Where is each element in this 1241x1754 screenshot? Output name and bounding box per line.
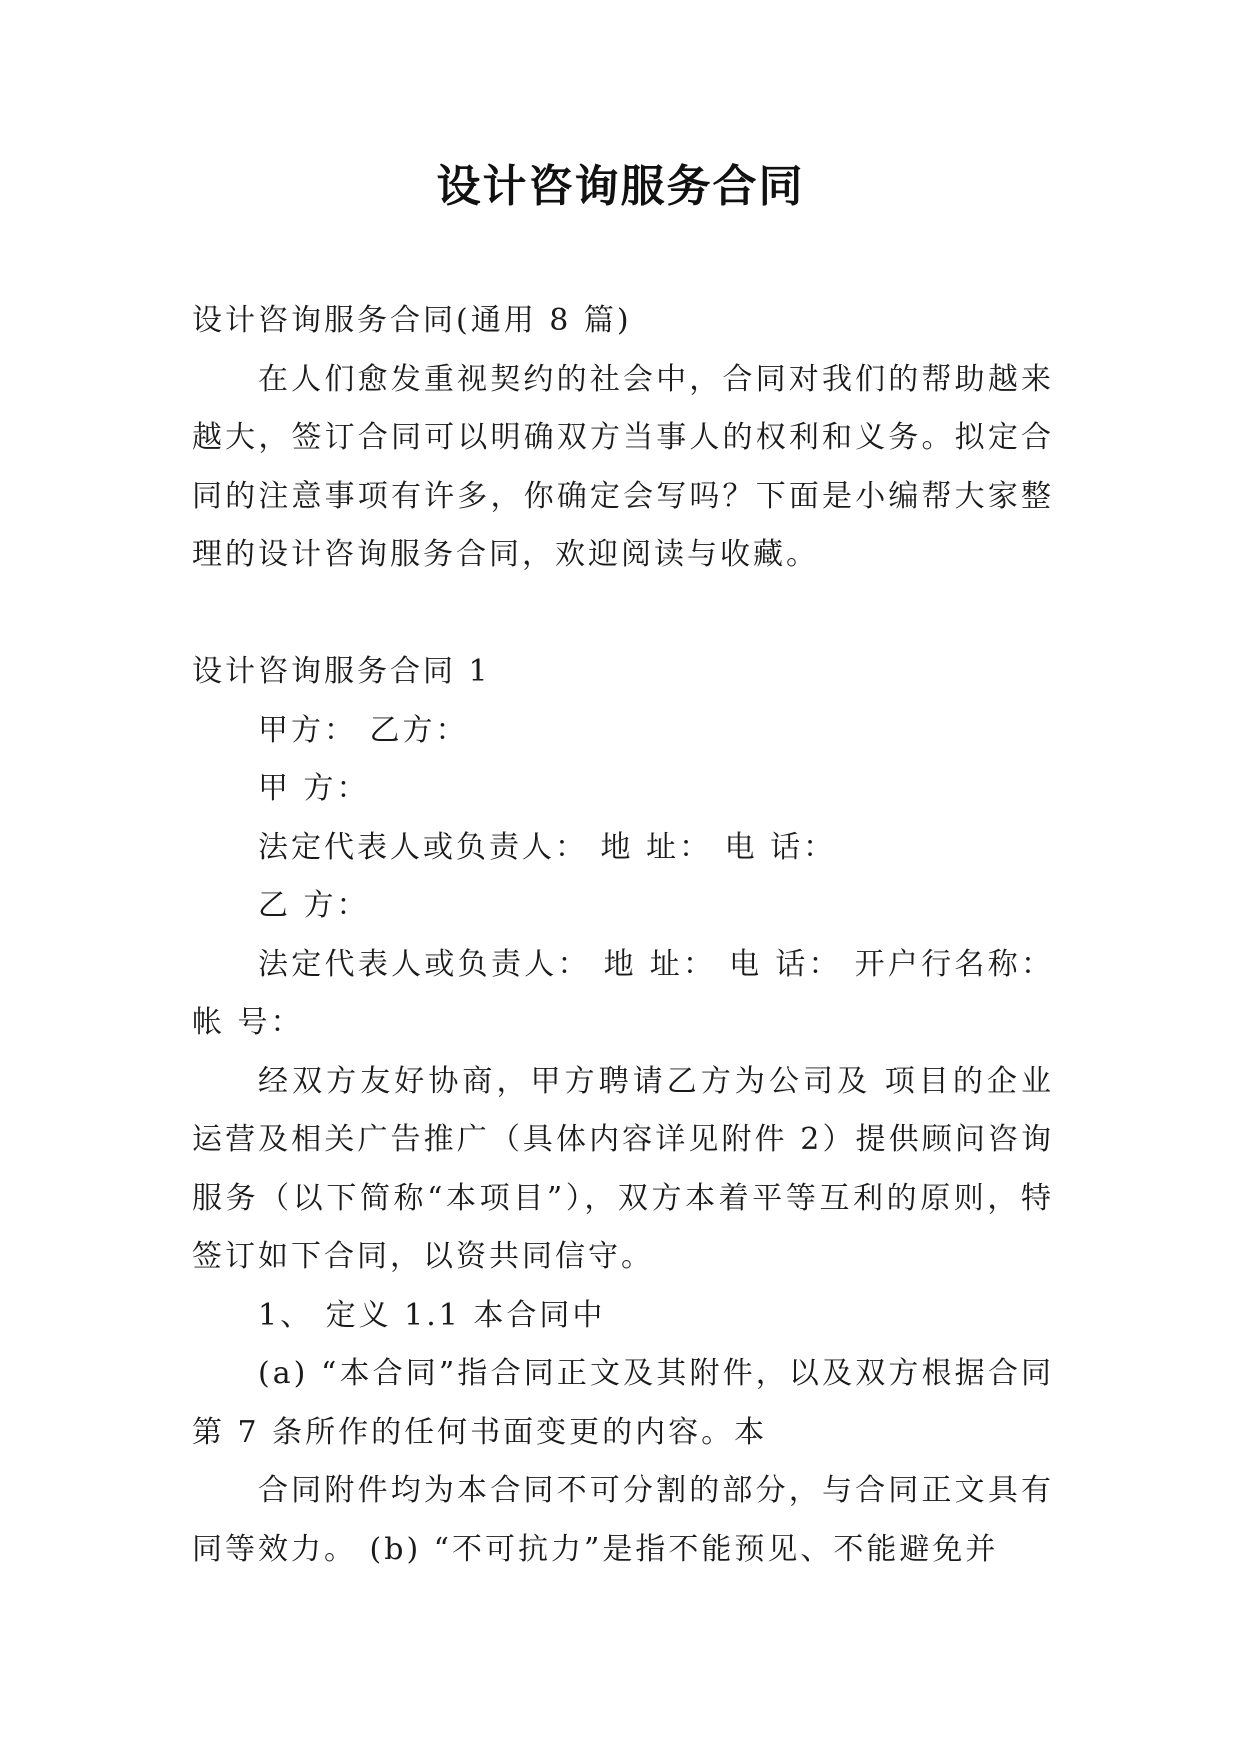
intro-paragraph: 在人们愈发重视契约的社会中，合同对我们的帮助越来越大，签订合同可以明确双方当事人的权利和义务。拟定合同的注意事项有许多，你确定会写吗？下面是小编帮大家整理的设计咨询服务合同，欢迎阅读与收藏。: [192, 361, 1054, 572]
paragraph-spacer: [192, 585, 1054, 644]
party-line: 甲方： 乙方：: [258, 712, 469, 748]
document-subtitle: 设计咨询服务合同(通用 8 篇): [192, 303, 632, 338]
definition-a: (a) “本合同”指合同正文及其附件，以及双方根据合同第 7 条所作的任何书面变更的内容。本: [192, 1356, 1054, 1450]
party-a-line: 甲 方：: [258, 771, 370, 806]
definition-b: 合同附件均为本合同不可分割的部分，与合同正文具有同等效力。 (b) “不可抗力”是指不能预见、不能避免并: [192, 1473, 1054, 1567]
party-b-line: 乙 方：: [258, 888, 370, 923]
section-heading: 设计咨询服务合同 1: [192, 654, 491, 689]
document-body: [192, 292, 1054, 1579]
party-a-details: 法定代表人或负责人： 地 址： 电 话：: [258, 829, 837, 865]
document-title: 设计咨询服务合同: [436, 161, 805, 212]
definition-heading: 1、 定义 1.1 本合同中: [258, 1297, 606, 1333]
agreement-paragraph: 经双方友好协商，甲方聘请乙方为公司及 项目的企业运营及相关广告推广（具体内容详见附件 2）提供顾问咨询服务（以下简称“本项目”），双方本着平等互利的原则，特签订如下合同，以资共同信守。: [192, 1063, 1054, 1274]
party-b-details: 法定代表人或负责人： 地 址： 电 话： 开户行名称： 帐 号：: [192, 946, 1054, 1040]
